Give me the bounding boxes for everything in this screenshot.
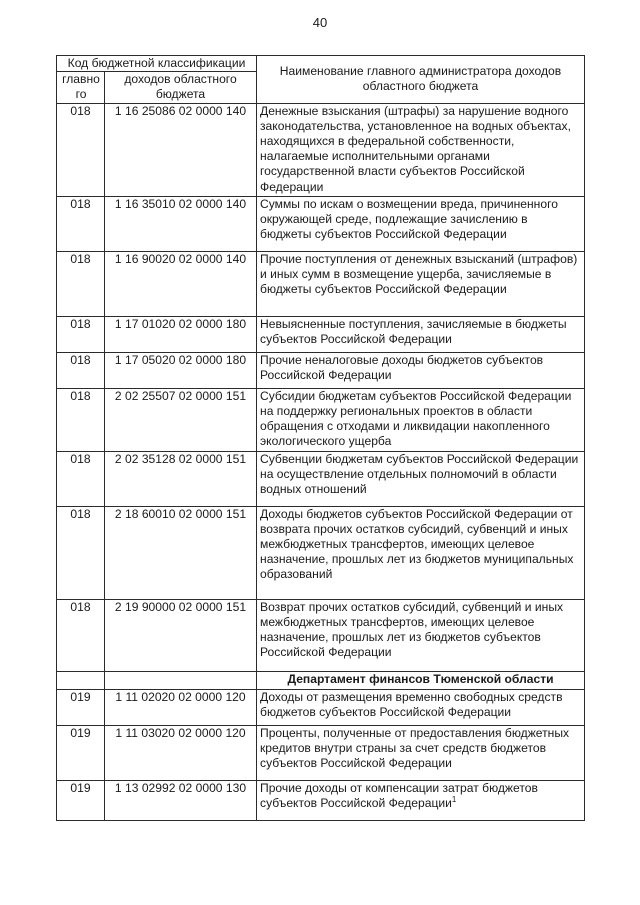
table-row bbox=[57, 388, 585, 451]
admin-code: 018 bbox=[57, 103, 105, 196]
revenue-code: 2 18 60010 02 0000 151 bbox=[105, 506, 257, 599]
header-admin-code: главного bbox=[57, 72, 105, 103]
empty-cell bbox=[105, 671, 257, 689]
admin-code: 018 bbox=[57, 196, 105, 251]
revenue-name: Доходы от размещения временно свободных средств бюджетов субъектов Российской Федерации bbox=[257, 689, 585, 725]
admin-code: 018 bbox=[57, 599, 105, 671]
table-row bbox=[57, 725, 585, 780]
admin-code: 019 bbox=[57, 725, 105, 780]
revenue-code: 2 19 90000 02 0000 151 bbox=[105, 599, 257, 671]
revenue-code: 1 16 90020 02 0000 140 bbox=[105, 251, 257, 316]
table-row bbox=[57, 196, 585, 251]
revenue-name: Прочие поступления от денежных взысканий (штрафов) и иных сумм в возмещение ущерба, зачисляемые в бюджеты субъектов Российской Федерации bbox=[257, 251, 585, 316]
revenue-name: Доходы бюджетов субъектов Российской Федерации от возврата прочих остатков субсидий, субвенций и иных межбюджетных трансфертов, имеющих целевое назначение, прошлых лет из бюджетов муниципальных образований bbox=[257, 506, 585, 599]
revenue-name: Субсидии бюджетам субъектов Российской Федерации на поддержку региональных проектов в области обращения с отходами и ликвидации накопленного экологического ущерба bbox=[257, 388, 585, 451]
revenue-code: 1 17 05020 02 0000 180 bbox=[105, 352, 257, 388]
revenue-code: 1 16 35010 02 0000 140 bbox=[105, 196, 257, 251]
budget-classification-table bbox=[56, 55, 585, 821]
empty-cell bbox=[57, 671, 105, 689]
revenue-name: Субвенции бюджетам субъектов Российской Федерации на осуществление отдельных полномочий в области водных отношений bbox=[257, 451, 585, 506]
table-row bbox=[57, 316, 585, 352]
revenue-code: 1 17 01020 02 0000 180 bbox=[105, 316, 257, 352]
admin-code: 019 bbox=[57, 780, 105, 820]
revenue-code: 1 11 02020 02 0000 120 bbox=[105, 689, 257, 725]
admin-code: 018 bbox=[57, 388, 105, 451]
table-row bbox=[57, 780, 585, 820]
table-row bbox=[57, 103, 585, 196]
admin-code: 018 bbox=[57, 352, 105, 388]
admin-code: 018 bbox=[57, 506, 105, 599]
section-row bbox=[57, 671, 585, 689]
revenue-name: Прочие неналоговые доходы бюджетов субъектов Российской Федерации bbox=[257, 352, 585, 388]
revenue-name: Суммы по искам о возмещении вреда, причиненного окружающей среде, подлежащие зачислению в бюджеты субъектов Российской Федерации bbox=[257, 196, 585, 251]
revenue-code: 2 02 25507 02 0000 151 bbox=[105, 388, 257, 451]
header-admin-name: Наименование главного администратора доходов областного бюджета bbox=[257, 56, 585, 104]
header-revenue-code: доходов областного бюджета bbox=[105, 72, 257, 103]
table-row bbox=[57, 352, 585, 388]
table-row bbox=[57, 506, 585, 599]
admin-code: 019 bbox=[57, 689, 105, 725]
table-row bbox=[57, 451, 585, 506]
revenue-name: Возврат прочих остатков субсидий, субвенций и иных межбюджетных трансфертов, имеющих целевое назначение, прошлых лет из бюджетов субъектов Российской Федерации bbox=[257, 599, 585, 671]
table-row bbox=[57, 251, 585, 316]
footnote-marker: 1 bbox=[451, 794, 457, 804]
header-code-group: Код бюджетной классификации bbox=[57, 56, 257, 72]
admin-code: 018 bbox=[57, 316, 105, 352]
revenue-name: Денежные взыскания (штрафы) за нарушение водного законодательства, установленное на водных объектах, находящихся в федеральной собственности, налагаемые исполнительными органами государственной власти субъектов Российской Федерации bbox=[257, 103, 585, 196]
revenue-name: Невыясненные поступления, зачисляемые в бюджеты субъектов Российской Федерации bbox=[257, 316, 585, 352]
revenue-code: 1 13 02992 02 0000 130 bbox=[105, 780, 257, 820]
revenue-code: 2 02 35128 02 0000 151 bbox=[105, 451, 257, 506]
admin-code: 018 bbox=[57, 251, 105, 316]
revenue-name-text: Прочие доходы от компенсации затрат бюджетов субъектов Российской Федерации bbox=[260, 780, 538, 810]
revenue-name: Проценты, полученные от предоставления бюджетных кредитов внутри страны за счет средств бюджетов субъектов Российской Федерации bbox=[257, 725, 585, 780]
admin-code: 018 bbox=[57, 451, 105, 506]
revenue-code: 1 11 03020 02 0000 120 bbox=[105, 725, 257, 780]
section-title: Департамент финансов Тюменской области bbox=[257, 671, 585, 689]
page-number: 40 bbox=[312, 15, 328, 30]
revenue-name bbox=[257, 780, 585, 820]
table-row bbox=[57, 689, 585, 725]
table-row bbox=[57, 599, 585, 671]
revenue-code: 1 16 25086 02 0000 140 bbox=[105, 103, 257, 196]
